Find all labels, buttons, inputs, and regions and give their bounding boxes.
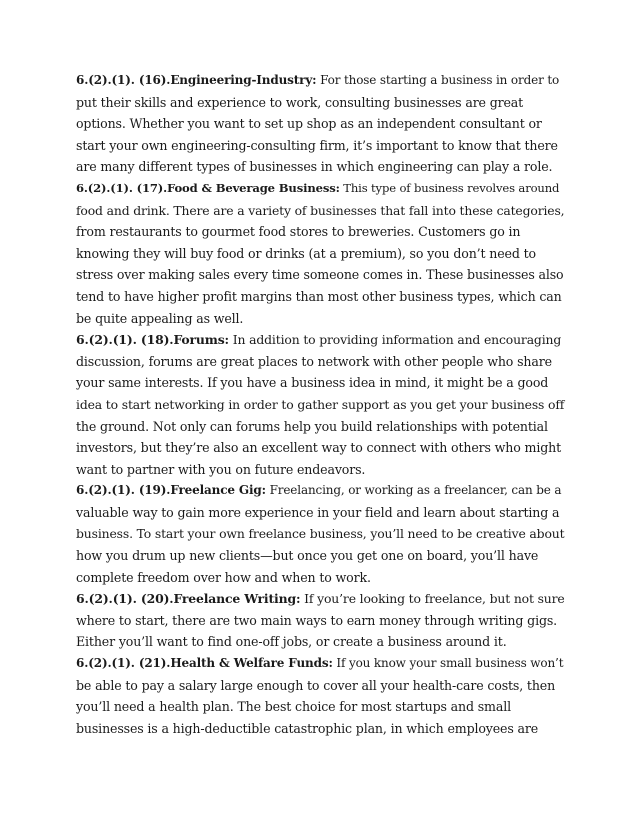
paragraph-line: you’ll need a health plan. The best choice for most startups and small (76, 699, 511, 715)
section-heading: Food & Beverage Business: (167, 180, 340, 195)
paragraph-line: investors, but they’re also an excellent way to connect with others who might (76, 440, 561, 456)
paragraph-text: If you’re looking to freelance, but not sure (300, 591, 565, 607)
paragraph-line: be quite appealing as well. (76, 310, 244, 326)
paragraph-line: knowing they will buy food or drinks (at a premium), so you don’t need to (76, 245, 536, 261)
paragraph-line: put their skills and experience to work, consulting businesses are great (76, 94, 524, 110)
section-first-line (76, 480, 566, 502)
section-heading: Freelance Gig: (170, 483, 266, 498)
paragraph-line: your same interests. If you have a business idea in mind, it might be a good (76, 375, 549, 391)
paragraph-line: start your own engineering-consulting firm, it’s important to know that there (76, 137, 558, 153)
paragraph-line: how you drum up new clients—but once you get one on board, you’ll have (76, 548, 539, 564)
paragraph-line: food and drink. There are a variety of businesses that fall into these categories, (76, 202, 565, 218)
paragraph-line: are many different types of businesses in which engineering can play a role. (76, 159, 553, 175)
section-number: 6.(2).(1). (18). (76, 332, 174, 348)
paragraph-text: This type of business revolves around (339, 180, 560, 195)
paragraph-line: discussion, forums are great places to network with other people who share (76, 353, 552, 369)
section-number: 6.(2).(1). (19). (76, 483, 171, 498)
section-first-line (76, 653, 566, 675)
section-engineering-industry (76, 70, 566, 178)
paragraph-text: For those starting a business in order to (316, 73, 560, 87)
paragraph-line: idea to start networking in order to gather support as you get your business off (76, 396, 565, 412)
paragraph-line: be able to pay a salary large enough to cover all your health-care costs, then (76, 677, 556, 693)
paragraph-text: In addition to providing information and encouraging (228, 332, 562, 348)
paragraph-line: Either you’ll want to find one-off jobs, or create a business around it. (76, 634, 507, 650)
section-food-beverage-business (76, 178, 566, 329)
paragraph-line: from restaurants to gourmet food stores to breweries. Customers go in (76, 224, 521, 240)
paragraph-line: where to start, there are two main ways to earn money through writing gigs. (76, 612, 558, 628)
paragraph-line: stress over making sales every time someone comes in. These businesses also (76, 267, 564, 283)
section-first-line (76, 329, 566, 351)
paragraph-line: the ground. Not only can forums help you build relationships with potential (76, 418, 548, 434)
section-number: 6.(2).(1). (21). (76, 656, 171, 671)
section-forums (76, 329, 566, 480)
section-first-line (76, 70, 566, 92)
section-first-line (76, 178, 566, 200)
section-health-welfare-funds (76, 653, 566, 739)
paragraph-line: businesses is a high-deductible catastrophic plan, in which employees are (76, 720, 539, 736)
section-heading: Health & Welfare Funds: (170, 656, 333, 671)
paragraph-text: If you know your small business won’t (332, 656, 564, 671)
section-freelance-writing (76, 588, 566, 653)
section-heading: Forums: (173, 332, 229, 348)
section-number: 6.(2).(1). (20). (76, 591, 174, 607)
paragraph-line: tend to have higher profit margins than most other business types, which can (76, 288, 562, 304)
section-number: 6.(2).(1). (17). (76, 180, 168, 195)
paragraph-line: valuable way to gain more experience in your field and learn about starting a (76, 504, 560, 520)
section-freelance-gig (76, 480, 566, 588)
section-heading: Engineering-Industry: (170, 73, 317, 87)
paragraph-line: options. Whether you want to set up shop as an independent consultant or (76, 116, 542, 132)
section-first-line (76, 588, 566, 610)
section-number: 6.(2).(1). (16). (76, 73, 171, 87)
document-page (76, 70, 566, 739)
paragraph-line: business. To start your own freelance business, you’ll need to be creative about (76, 526, 565, 542)
paragraph-line: want to partner with you on future endeavors. (76, 461, 366, 477)
paragraph-text: Freelancing, or working as a freelancer, can be a (265, 483, 562, 498)
section-heading: Freelance Writing: (173, 591, 301, 607)
paragraph-line: complete freedom over how and when to work. (76, 569, 371, 585)
